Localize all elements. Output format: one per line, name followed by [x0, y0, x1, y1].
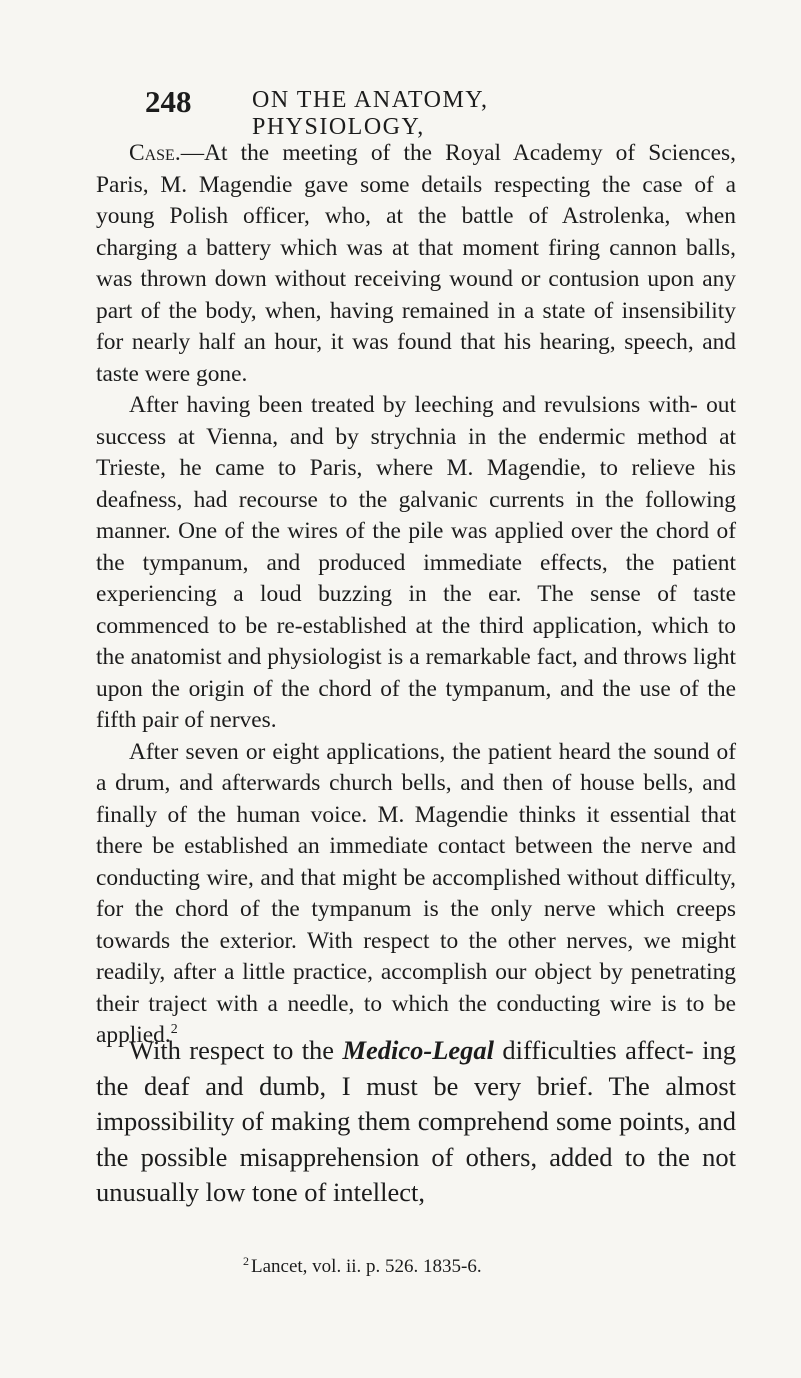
- emphasis-medico-legal: Medico-Legal: [342, 1035, 495, 1065]
- footnote-number: 2: [243, 1253, 249, 1268]
- footnote-text: Lancet, vol. ii. p. 526. 1835-6.: [251, 1256, 482, 1277]
- footnote-reference: 2: [170, 1022, 178, 1038]
- case-paragraph-3: [96, 737, 736, 1052]
- body-text-start: With respect to the: [129, 1035, 343, 1065]
- running-head: ON THE ANATOMY, PHYSIOLOGY,: [252, 87, 489, 140]
- main-text: [96, 1033, 736, 1211]
- page-number: 248: [145, 84, 192, 119]
- case-label: Case.: [129, 140, 181, 166]
- footnote: [243, 1255, 482, 1279]
- case-paragraph-1-text: —At the meeting of the Royal Academy of Sciences, Paris, M. Magendie gave some details respecting the case of a young Polish officer, who, at the battle of Astrolenka, when charging a battery which was at that moment firing cannon balls, was thrown down without receiving wound or contusion upon any part of the body, when, having remained in a state of insensibility for nearly half an hour, it was found that his hearing, speech, and taste were gone.: [96, 140, 736, 387]
- case-paragraph-3-text: After seven or eight applications, the patient heard the sound of a drum, and afterwards church bells, and then of house bells, and finally of the human voice. M. Magendie thinks it essential that there be established an immediate contact between the nerve and conducting wire, and that might be accomplished without difficulty, for the chord of the tympanum is the only nerve which creeps towards the exterior. With respect to the other nerves, we might readily, after a little practice, accomplish our object by penetrating their traject with a needle, to which the conducting wire is to be applied.: [96, 738, 736, 1048]
- body-text-rest: difficulties affect- ing the deaf and dumb, I must be very brief. The almost impossibility of making them comprehend some points, and the possible misapprehension of others, added to the not unusually low tone of intellect,: [96, 1035, 736, 1207]
- case-paragraph-2: After having been treated by leeching and revulsions with- out success at Vienna, and by strychnia in the endermic method at Trieste, he came to Paris, where M. Magendie, to relieve his deafness, had recourse to the galvanic currents in the following manner. One of the wires of the pile was applied over the chord of the tympanum, and produced immediate effects, the patient experiencing a loud buzzing in the ear. The sense of taste commenced to be re-established at the third application, which to the anatomist and physiologist is a remarkable fact, and throws light upon the origin of the chord of the tympanum, and the use of the fifth pair of nerves.: [96, 392, 736, 733]
- case-paragraph-1: [96, 138, 736, 390]
- page-header: [145, 84, 645, 140]
- case-report: [96, 138, 736, 1052]
- body-paragraph: [96, 1033, 736, 1211]
